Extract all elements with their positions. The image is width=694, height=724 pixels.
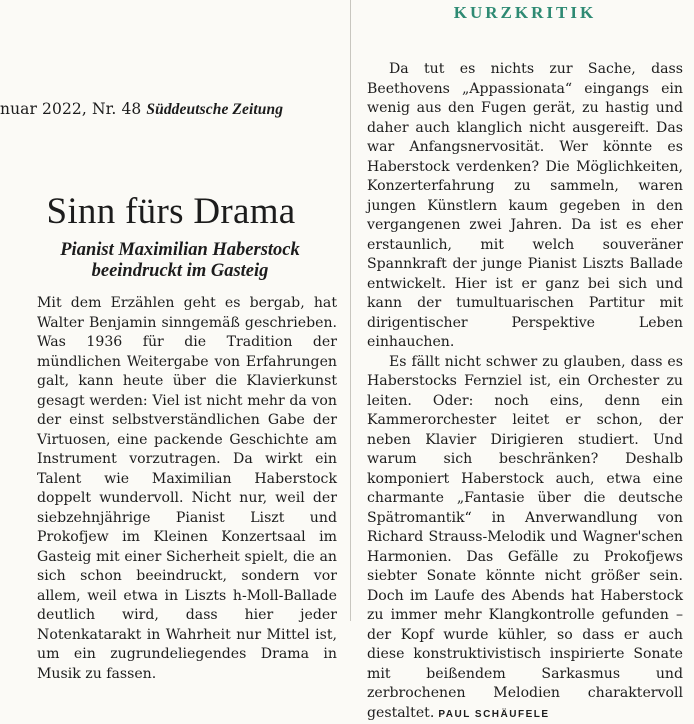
dateline: nuar 2022, Nr. 48 — [0, 100, 141, 118]
left-column — [0, 0, 342, 621]
newspaper-name: Süddeutsche Zeitung — [146, 101, 283, 118]
article-body-left: Mit dem Erzählen geht es bergab, hat Walter Benjamin sinngemäß geschrieben. Was 1936 für die Tradition der mündlichen Weitergabe von Erfahrungen galt, kann heute über die Klavierkunst gesagt werden: Viel ist nicht mehr da von der einst selbstverständlichen Gabe der Virtuosen, eine packende Geschichte am Instrument vorzutragen. Da wirkt ein Talent wie Maximilian Haberstock doppelt wundervoll. Nicht nur, weil der siebzehnjährige Pianist Liszt und Prokofjew im Kleinen Konzertsaal im Gasteig mit einer Sicherheit spielt, die an sich schon beeindruckt, sondern vor allem, weil etwa in Liszts h-Moll-Ballade deutlich wird, dass hier jeder Notenkatarakt in Wahrheit nur Mittel ist, um ein zugrundeliegendes Drama in Musik zu fassen. — [37, 294, 337, 684]
masthead — [0, 100, 342, 119]
subheadline: Pianist Maximilian Haberstock beeindruckt im Gasteig — [50, 240, 310, 282]
column-divider — [350, 0, 351, 621]
right-column — [360, 0, 694, 621]
kicker-label: KURZKRITIK — [440, 3, 610, 23]
article-body-right — [367, 60, 683, 724]
paragraph — [367, 353, 683, 724]
paragraph: Da tut es nichts zur Sache, dass Beethovens „Appassionata“ eingangs ein wenig aus den Fugen gerät, zu hastig und daher auch klanglich nicht ausgereift. Das war Anfangsnervosität. Wer könnte es Haberstock verdenken? Die Möglichkeiten, Konzerterfahrung zu sammeln, waren jungen Künstlern kaum gegeben in den vergangenen zwei Jahren. Da ist es eher erstaunlich, mit welch souveräner Spannkraft der junge Pianist Liszts Ballade entwickelt. Hier ist er ganz bei sich und kann der tumultuarischen Partitur mit dirigentischer Perspektive Leben einhauchen. — [367, 60, 683, 353]
headline: Sinn fürs Drama — [0, 190, 342, 234]
author-byline: PAUL SCHÄUFELE — [438, 709, 549, 720]
paragraph-text: Es fällt nicht schwer zu glauben, dass es Haberstocks Fernziel ist, ein Orchester zu leiten. Oder: noch eins, denn ein Kammerorchester leitet er schon, der neben Klavier Dirigieren studiert. Und warum sich beschränken? Deshalb komponiert Haberstock auch, etwa eine charmante „Fantasie über die deutsche Spätromantik“ in Anverwandlung von Richard Strauss-Melodik und Wagner'schen Harmonien. Das Gefälle zu Prokofjews siebter Sonate könnte nicht größer sein. Doch im Laufe des Abends hat Haberstock zu immer mehr Klangkontrolle gefunden – der Kopf wurde kühler, so dass er auch diese konstruktivistisch inspirierte Sonate mit beißendem Sarkasmus und zerbrochenen Melodien charaktervoll gestaltet. — [367, 354, 683, 721]
